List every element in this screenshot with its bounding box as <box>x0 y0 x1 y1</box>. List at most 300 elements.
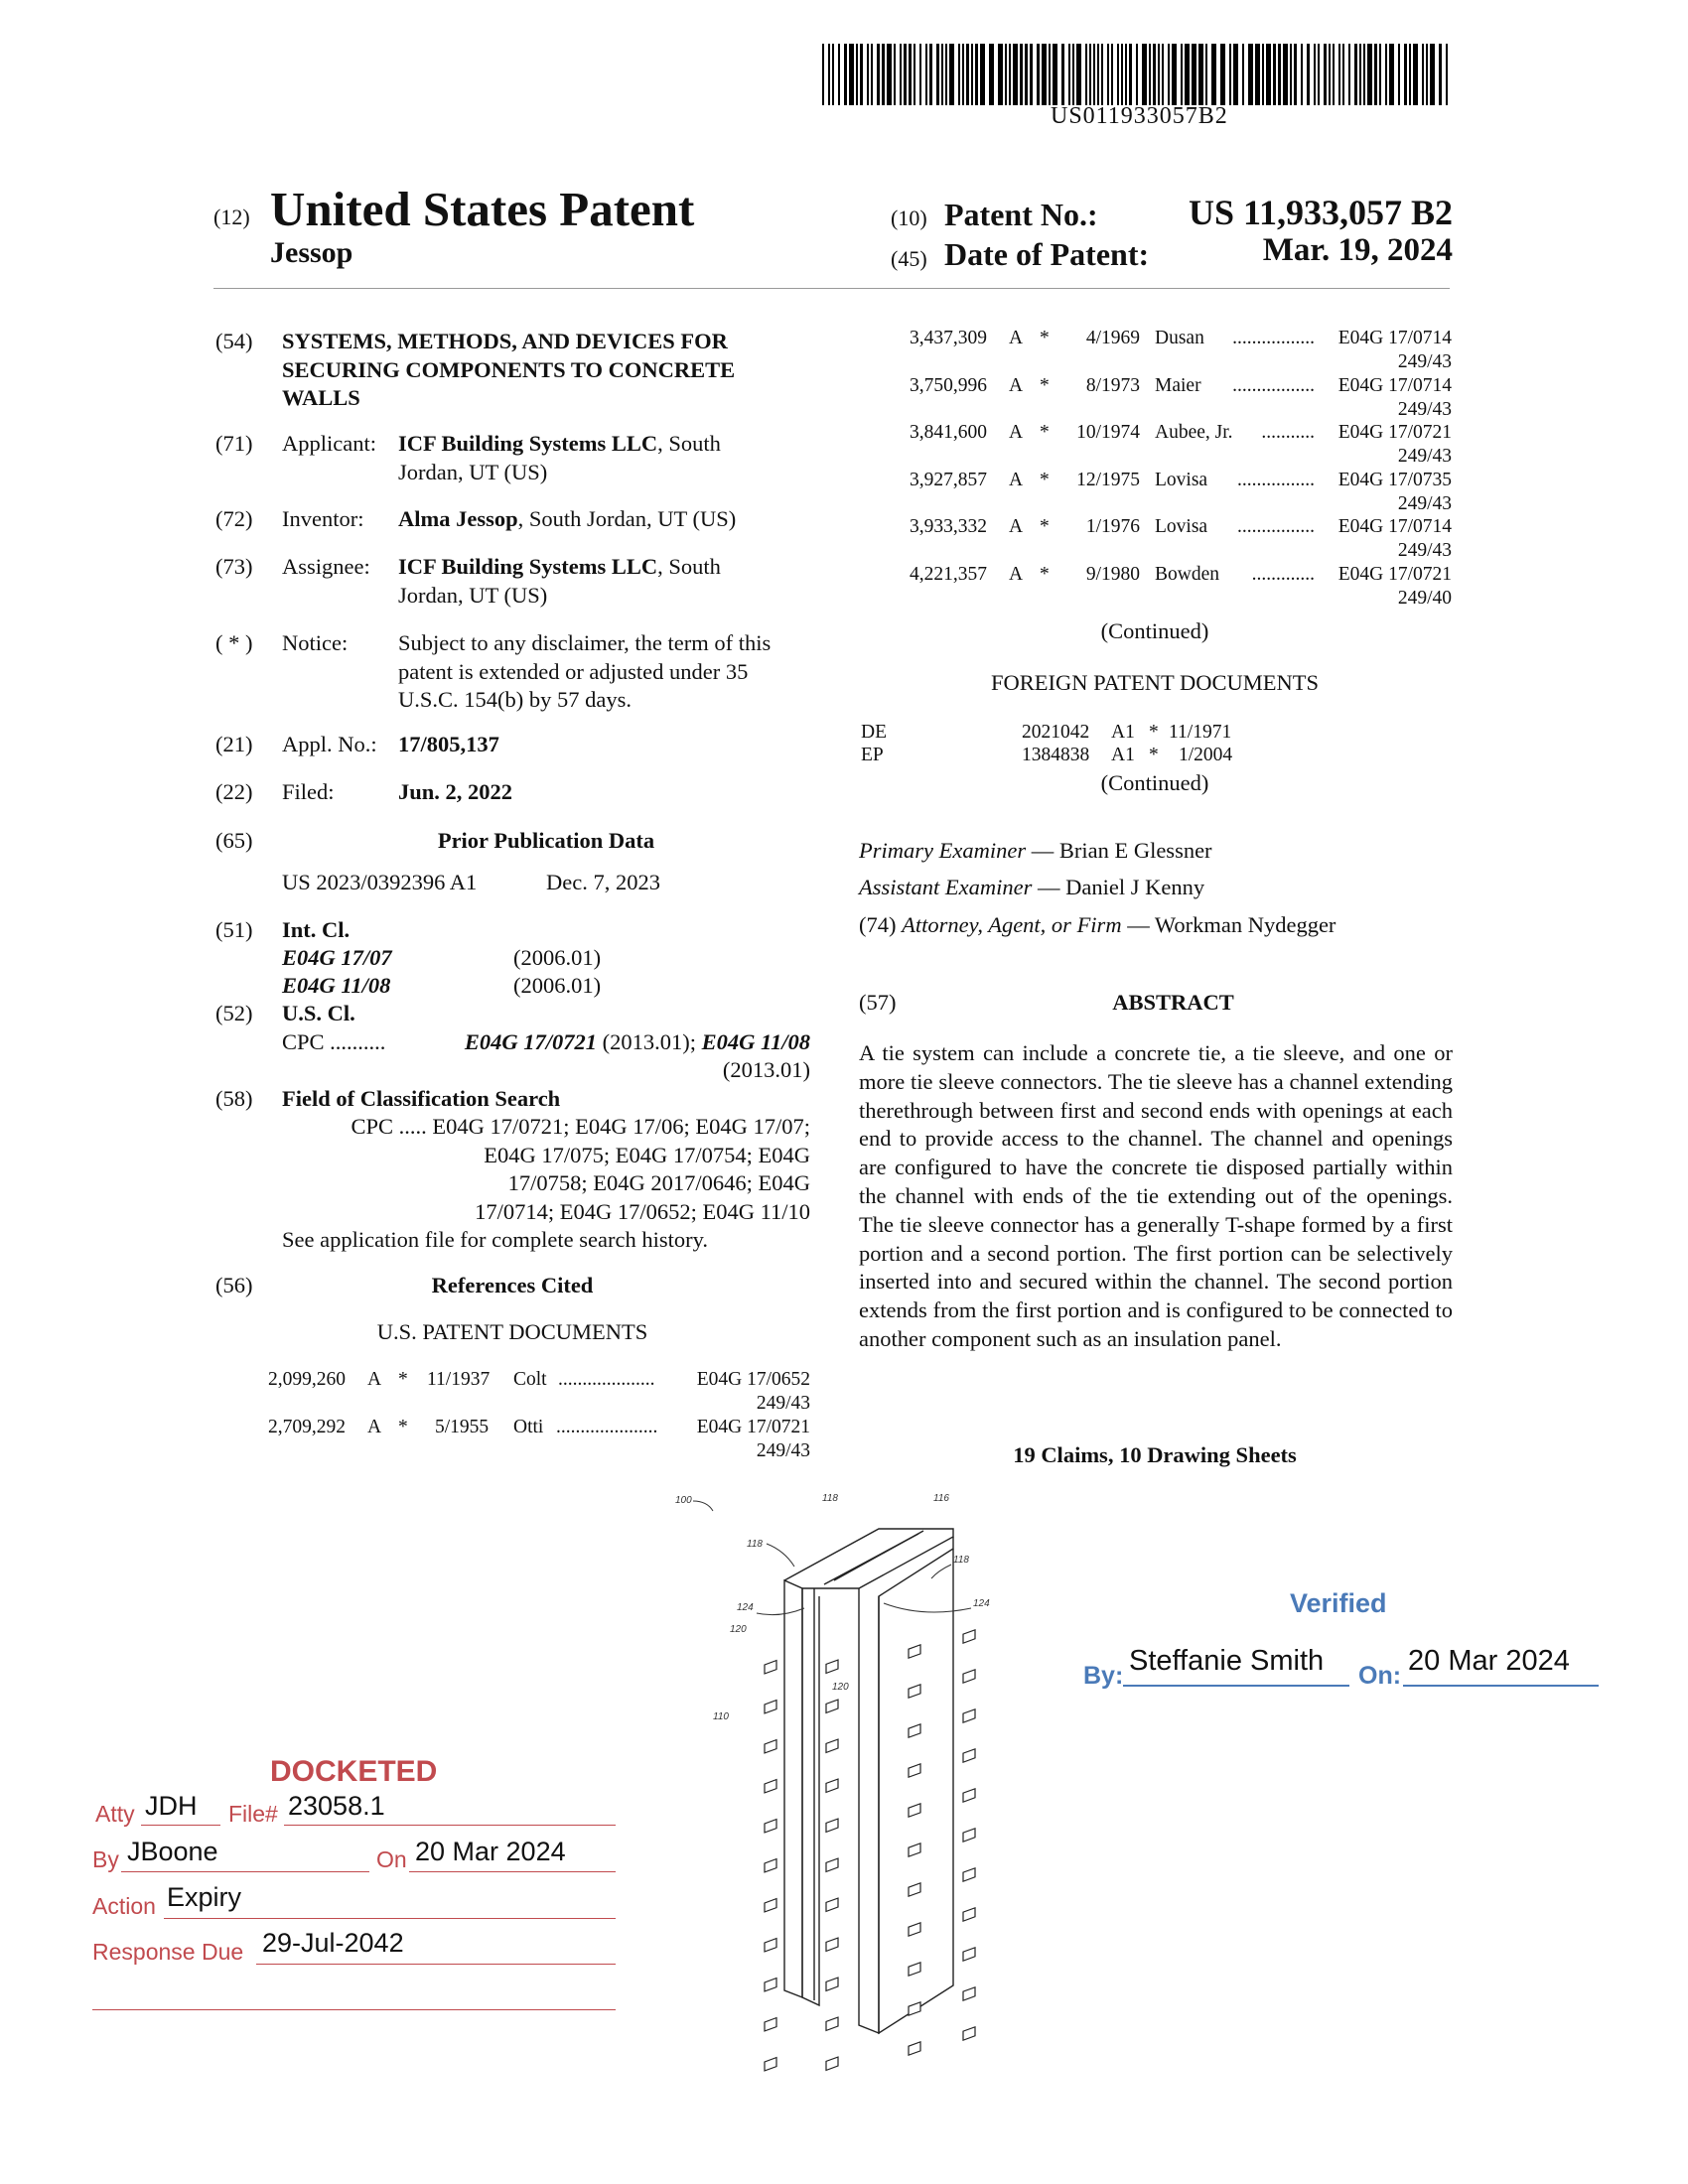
ref-class: E04G 17/0714 <box>1337 374 1452 396</box>
barcode-bar <box>1061 44 1064 105</box>
title-line-2: SECURING COMPONENTS TO CONCRETE <box>282 356 736 382</box>
claims-summary: 19 Claims, 10 Drawing Sheets <box>1013 1442 1297 1467</box>
primary-examiner-label: Primary Examiner <box>859 838 1027 863</box>
barcode-bar <box>856 44 858 105</box>
title-line-1: SYSTEMS, METHODS, AND DEVICES FOR <box>282 329 728 353</box>
barcode-bar <box>1283 44 1288 105</box>
barcode-bar <box>925 44 927 105</box>
barcode <box>822 44 1456 105</box>
ref-subclass: 249/43 <box>756 1440 810 1461</box>
barcode-bar <box>904 44 907 105</box>
barcode-bar <box>1085 44 1087 105</box>
barcode-bar <box>1181 44 1183 105</box>
ref-subclass: 249/43 <box>756 1393 810 1414</box>
title-line-3: WALLS <box>282 385 360 410</box>
ref-number: 3,927,857 <box>910 469 987 490</box>
applicant-name: ICF Building Systems LLC <box>398 431 658 456</box>
assistant-examiner-name: — Daniel J Kenny <box>1032 875 1205 899</box>
patent-type-title: United States Patent <box>270 182 695 236</box>
barcode-bar <box>914 44 915 105</box>
ref-subclass: 249/43 <box>1397 540 1452 562</box>
ref-number: 2,099,260 <box>268 1369 346 1390</box>
tie-right <box>963 1630 975 1643</box>
barcode-bar <box>998 44 1003 105</box>
attorney-name: — Workman Nydegger <box>1121 912 1336 937</box>
barcode-bar <box>1068 44 1070 105</box>
tie-right <box>963 1948 975 1961</box>
leader-line <box>931 1565 951 1578</box>
verified-on-label: On: <box>1358 1662 1402 1690</box>
notice-line-2: patent is extended or adjusted under 35 <box>398 658 749 684</box>
date-of-patent: Mar. 19, 2024 <box>1262 232 1453 268</box>
ref-class: E04G 17/0721 <box>696 1417 810 1437</box>
by-underline <box>121 1871 369 1872</box>
barcode-bar <box>1125 44 1127 105</box>
tie-middle <box>826 2057 838 2070</box>
int-cl-version-2: (2006.01) <box>513 973 602 998</box>
barcode-bar <box>1013 44 1018 105</box>
primary-examiner-name: — Brian E Glessner <box>1026 838 1212 863</box>
wall-left-edge <box>784 1580 802 1997</box>
attorney-code: (74) <box>859 912 897 937</box>
leader-line <box>757 1608 804 1615</box>
ref-dots: ................ <box>1237 516 1315 538</box>
drawing-label: 120 <box>730 1624 747 1635</box>
barcode-bar <box>1158 44 1160 105</box>
references-heading: References Cited <box>431 1273 594 1297</box>
barcode-bar <box>1273 44 1276 105</box>
wall-top <box>784 1529 953 1588</box>
foreign-date: 1/2004 <box>1179 745 1233 765</box>
barcode-bar <box>945 44 947 105</box>
barcode-bar <box>1255 44 1260 105</box>
ref-kind: A <box>1009 564 1024 585</box>
us-cl-version-2: (2013.01) <box>722 1057 810 1082</box>
ref-star: * <box>1040 374 1050 396</box>
applicant-location: , South <box>657 431 721 456</box>
ref-dots: ..................... <box>556 1417 658 1437</box>
ref-star: * <box>1040 564 1050 585</box>
barcode-bar <box>1359 44 1361 105</box>
tie-left <box>765 1939 776 1952</box>
barcode-bar <box>958 44 960 105</box>
barcode-bar <box>1338 44 1340 105</box>
ref-star: * <box>1040 516 1050 538</box>
on-value: 20 Mar 2024 <box>415 1837 566 1866</box>
ref-date: 10/1974 <box>1076 422 1140 444</box>
us-cl-classes <box>465 1028 810 1057</box>
abstract-code: (57) <box>859 990 897 1015</box>
us-cl-cpc-label: CPC <box>282 1029 325 1054</box>
header-code-45: (45) <box>891 246 927 271</box>
tie-right <box>963 2027 975 2040</box>
ref-dots: ................ <box>1237 469 1315 490</box>
abstract-text: A tie system can include a concrete tie, a tie sleeve, and one or more tie sleeve connectors. The tie sleeve has a channel extending therethrough between first and second ends with openings at each end to provide access to the channel. The channel and openings are configured to have the concrete tie disposed partially within the channel with ends of the tie extending out of the openings. The tie sleeve connector has a generally T-shape formed by a first portion and a second portion. The first portion can be selectively inserted into and secured within the channel. The second portion extends from the first portion and is configured to be connected to another component such as an insulation panel. <box>859 1040 1453 1351</box>
barcode-bar <box>1172 44 1177 105</box>
ref-class: E04G 17/0721 <box>1337 564 1452 585</box>
ref-class: E04G 17/0721 <box>1337 422 1452 444</box>
barcode-bar <box>1363 44 1365 105</box>
tie-left <box>765 2058 776 2071</box>
inventor-value <box>398 505 736 534</box>
barcode-bar <box>1342 44 1344 105</box>
tie-front <box>909 1843 920 1856</box>
tie-left <box>765 1820 776 1833</box>
ref-name: Aubee, Jr. <box>1155 422 1233 444</box>
reference-row <box>910 327 1452 374</box>
inventor-label: Inventor: <box>282 506 364 531</box>
barcode-bar <box>1318 44 1320 105</box>
abstract-heading: ABSTRACT <box>1112 990 1234 1015</box>
on-underline <box>409 1871 616 1872</box>
us-cl-heading: U.S. Cl. <box>282 1001 355 1025</box>
wall-inner-line <box>802 1588 819 2005</box>
tie-front <box>909 1645 920 1658</box>
wall-right-edge <box>859 1537 953 2033</box>
int-cl-heading: Int. Cl. <box>282 917 351 942</box>
barcode-bar <box>882 44 885 105</box>
barcode-bar <box>989 44 994 105</box>
barcode-bar <box>1348 44 1350 105</box>
barcode-bar <box>1153 44 1156 105</box>
barcode-bar <box>877 44 880 105</box>
barcode-bar <box>1053 44 1057 105</box>
tie-right <box>963 1670 975 1683</box>
field-search-line-3: 17/0758; E04G 2017/0646; E04G <box>507 1170 810 1195</box>
ref-star: * <box>1040 422 1050 444</box>
field-search-line-4: 17/0714; E04G 17/0652; E04G 11/10 <box>475 1198 810 1224</box>
tie-middle <box>826 1858 838 1871</box>
int-cl-code: (51) <box>215 917 253 942</box>
assignee-location: , South <box>657 554 721 579</box>
barcode-bar <box>1185 44 1190 105</box>
filed-code: (22) <box>215 779 253 804</box>
ref-dots: .................... <box>558 1369 655 1390</box>
int-cl-class-1: E04G 17/07 <box>282 945 392 970</box>
barcode-bar <box>1049 44 1051 105</box>
refs-continued: (Continued) <box>1100 618 1209 643</box>
foreign-star: * <box>1149 722 1159 743</box>
ref-kind: A <box>367 1417 382 1437</box>
wall-front-panel <box>879 1549 953 2033</box>
applicant-value <box>398 430 721 486</box>
ref-number: 2,709,292 <box>268 1417 346 1437</box>
ref-name: Bowden <box>1155 564 1219 585</box>
barcode-bar <box>966 44 969 105</box>
docketed-title: DOCKETED <box>270 1755 438 1788</box>
barcode-bar <box>1030 44 1033 105</box>
tie-front <box>909 1685 920 1698</box>
barcode-bar <box>1025 44 1028 105</box>
tie-front <box>909 2042 920 2055</box>
barcode-bar <box>860 44 863 105</box>
invention-title <box>282 328 735 413</box>
barcode-bar <box>1205 44 1207 105</box>
ref-class: E04G 17/0714 <box>1337 328 1452 348</box>
barcode-bar <box>1111 44 1113 105</box>
tie-front <box>909 1804 920 1817</box>
by-value: JBoone <box>127 1837 218 1866</box>
drawing-label: 120 <box>832 1682 849 1693</box>
tie-front <box>909 1963 920 1976</box>
barcode-bar <box>1314 44 1316 105</box>
barcode-bar <box>828 44 830 105</box>
ref-class: E04G 17/0714 <box>1337 516 1452 538</box>
barcode-bar <box>844 44 847 105</box>
tie-right <box>963 1908 975 1921</box>
inventor-location: , South Jordan, UT (US) <box>517 506 737 531</box>
barcode-bar <box>1333 44 1335 105</box>
barcode-bar <box>1413 44 1418 105</box>
reference-row <box>910 374 1452 422</box>
tie-left <box>765 1701 776 1713</box>
assignee-value <box>398 553 721 610</box>
foreign-docs-heading: FOREIGN PATENT DOCUMENTS <box>990 670 1320 695</box>
barcode-bar <box>1129 44 1132 105</box>
reference-row <box>910 421 1452 469</box>
tie-right <box>963 1987 975 2000</box>
barcode-bar <box>1422 44 1424 105</box>
barcode-bar <box>1398 44 1400 105</box>
primary-examiner <box>859 837 1212 866</box>
field-search-note: See application file for complete search history. <box>282 1227 709 1252</box>
barcode-bar <box>1072 44 1074 105</box>
tie-middle <box>826 1819 838 1832</box>
barcode-bar <box>871 44 873 105</box>
barcode-bar <box>919 44 921 105</box>
ref-dots: ........... <box>1261 422 1315 444</box>
tie-left <box>765 1780 776 1793</box>
barcode-bar <box>1042 44 1047 105</box>
barcode-bar <box>1367 44 1372 105</box>
tie-front <box>909 2002 920 2015</box>
header-divider <box>213 288 1450 289</box>
blank-underline <box>92 2009 616 2010</box>
barcode-bar <box>1324 44 1327 105</box>
reference-row <box>910 469 1452 516</box>
barcode-bar <box>1290 44 1292 105</box>
tie-middle <box>826 1779 838 1792</box>
ref-subclass: 249/43 <box>1397 398 1452 420</box>
us-cl-cpc-line <box>282 1028 385 1057</box>
ref-class: E04G 17/0652 <box>696 1369 810 1390</box>
tie-middle <box>826 1978 838 1990</box>
verified-by-label: By: <box>1083 1662 1124 1690</box>
barcode-bar <box>1142 44 1147 105</box>
tie-front <box>909 1724 920 1737</box>
inventor-code: (72) <box>215 506 253 531</box>
tie-middle <box>826 2017 838 2030</box>
action-underline <box>164 1918 616 1919</box>
ref-date: 8/1973 <box>1085 374 1140 396</box>
barcode-bar <box>1278 44 1281 105</box>
barcode-bar <box>1121 44 1123 105</box>
barcode-bar <box>1093 44 1095 105</box>
tie-middle <box>826 1938 838 1951</box>
barcode-bar <box>949 44 954 105</box>
ref-star: * <box>398 1369 408 1390</box>
ref-number: 4,221,357 <box>910 564 987 585</box>
ref-kind: A <box>1009 516 1024 538</box>
barcode-bar <box>1354 44 1357 105</box>
verified-by-value: Steffanie Smith <box>1129 1645 1325 1677</box>
barcode-bar <box>971 44 973 105</box>
by-label: By <box>92 1846 119 1872</box>
barcode-bar <box>1233 44 1238 105</box>
file-label: File# <box>228 1801 278 1827</box>
file-underline <box>284 1825 616 1826</box>
barcode-bar <box>1089 44 1091 105</box>
reference-row <box>268 1416 810 1463</box>
barcode-bar <box>822 44 824 105</box>
assignee-name: ICF Building Systems LLC <box>398 554 658 579</box>
barcode-bar <box>849 44 854 105</box>
barcode-bar <box>936 44 939 105</box>
barcode-bar <box>962 44 964 105</box>
field-search-heading: Field of Classification Search <box>282 1086 561 1111</box>
assistant-examiner <box>859 874 1204 902</box>
ref-date: 9/1980 <box>1085 564 1140 585</box>
barcode-bar <box>894 44 896 105</box>
ref-dots: ................. <box>1232 374 1315 396</box>
foreign-country: EP <box>861 745 884 765</box>
drawing-label: 124 <box>737 1602 754 1613</box>
us-cl-class-2: E04G 11/08 <box>701 1029 810 1054</box>
notice-line-3: U.S.C. 154(b) by 57 days. <box>398 687 632 712</box>
patent-no-label: Patent No.: <box>944 197 1098 232</box>
foreign-kind: A1 <box>1111 722 1135 743</box>
attorney <box>859 911 1336 940</box>
appl-label: Appl. No.: <box>282 732 377 756</box>
attorney-label: Attorney, Agent, or Firm <box>902 912 1122 937</box>
label-arrow <box>693 1501 713 1511</box>
ref-number: 3,750,996 <box>910 374 987 396</box>
int-cl-class-2: E04G 11/08 <box>282 973 391 998</box>
tie-right <box>963 1749 975 1762</box>
appl-number: 17/805,137 <box>398 732 499 756</box>
ref-kind: A <box>1009 374 1024 396</box>
ref-number: 3,933,332 <box>910 516 987 538</box>
ref-star: * <box>1040 469 1050 490</box>
response-due-value: 29-Jul-2042 <box>262 1928 404 1958</box>
barcode-bar <box>1439 44 1442 105</box>
barcode-bar <box>1242 44 1244 105</box>
tie-front <box>909 1923 920 1936</box>
barcode-bar <box>1409 44 1411 105</box>
barcode-bar <box>929 44 932 105</box>
foreign-country: DE <box>861 722 887 743</box>
us-cl-dots: .......... <box>330 1029 386 1054</box>
ref-subclass: 249/43 <box>1397 446 1452 468</box>
barcode-bar <box>1307 44 1310 105</box>
ref-name: Maier <box>1155 374 1201 396</box>
field-search-classes <box>282 1113 810 1226</box>
notice-label: Notice: <box>282 630 349 655</box>
barcode-bar <box>1389 44 1394 105</box>
barcode-bar <box>1301 44 1303 105</box>
leader-line <box>884 1603 971 1612</box>
us-cl-class-1: E04G 17/0721 <box>464 1029 597 1054</box>
barcode-bar <box>1097 44 1099 105</box>
field-search-line-2: E04G 17/075; E04G 17/0754; E04G <box>484 1142 810 1167</box>
ref-name: Lovisa <box>1155 469 1208 490</box>
foreign-number: 1384838 <box>1022 745 1090 765</box>
filed-label: Filed: <box>282 779 335 804</box>
foreign-date: 11/1971 <box>1169 722 1232 743</box>
barcode-bar <box>1005 44 1007 105</box>
tie-left <box>765 1859 776 1872</box>
ref-date: 11/1937 <box>427 1369 491 1390</box>
tie-left <box>765 1661 776 1674</box>
barcode-bar <box>1426 44 1428 105</box>
on-label: On <box>376 1846 407 1872</box>
prior-pub-date: Dec. 7, 2023 <box>546 870 660 894</box>
barcode-bar <box>1266 44 1271 105</box>
tie-middle <box>826 1898 838 1911</box>
barcode-bar <box>909 44 912 105</box>
notice-text <box>398 629 810 715</box>
applicant-location-2: Jordan, UT (US) <box>398 459 548 484</box>
applicant-label: Applicant: <box>282 431 376 456</box>
barcode-bar <box>832 44 834 105</box>
action-value: Expiry <box>167 1882 242 1912</box>
barcode-bar <box>867 44 869 105</box>
barcode-bar <box>1248 44 1253 105</box>
barcode-bar <box>1037 44 1040 105</box>
ref-dots: ................. <box>1232 328 1315 348</box>
verified-on-value: 20 Mar 2024 <box>1408 1645 1570 1677</box>
top-inner-line-2 <box>834 1531 923 1580</box>
ref-subclass: 249/43 <box>1397 351 1452 372</box>
atty-label: Atty <box>95 1801 135 1827</box>
barcode-bar <box>1107 44 1109 105</box>
us-cl-version-1: (2013.01); <box>602 1029 696 1054</box>
ref-name: Dusan <box>1155 328 1204 348</box>
patent-drawing <box>655 1489 1033 2085</box>
tie-front <box>909 1883 920 1896</box>
reference-row <box>910 563 1452 611</box>
ref-kind: A <box>1009 469 1024 490</box>
patent-number: US 11,933,057 B2 <box>1188 193 1453 232</box>
ref-number: 3,841,600 <box>910 422 987 444</box>
barcode-bar <box>1430 44 1435 105</box>
foreign-star: * <box>1149 745 1159 765</box>
tie-front <box>909 1764 920 1777</box>
verified-title: Verified <box>1290 1588 1387 1618</box>
ref-name: Otti <box>513 1417 544 1437</box>
barcode-bar <box>1192 44 1196 105</box>
ref-star: * <box>398 1417 408 1437</box>
ref-date: 1/1976 <box>1085 516 1140 538</box>
ref-number: 3,437,309 <box>910 328 987 348</box>
tie-middle <box>826 1660 838 1673</box>
drawing-label: 116 <box>933 1493 949 1504</box>
us-cl-code: (52) <box>215 1001 253 1025</box>
inventor-name: Alma Jessop <box>398 506 518 531</box>
verified-by-underline <box>1123 1685 1349 1687</box>
barcode-bar <box>1374 44 1377 105</box>
barcode-bar <box>980 44 985 105</box>
response-due-underline <box>256 1964 616 1965</box>
title-code: (54) <box>215 329 253 353</box>
file-value: 23058.1 <box>288 1791 385 1821</box>
foreign-number: 2021042 <box>1022 722 1090 743</box>
reference-row <box>268 1368 810 1416</box>
ref-kind: A <box>367 1369 382 1390</box>
assignee-location-2: Jordan, UT (US) <box>398 582 548 608</box>
assignee-code: (73) <box>215 554 253 579</box>
atty-value: JDH <box>145 1791 198 1821</box>
